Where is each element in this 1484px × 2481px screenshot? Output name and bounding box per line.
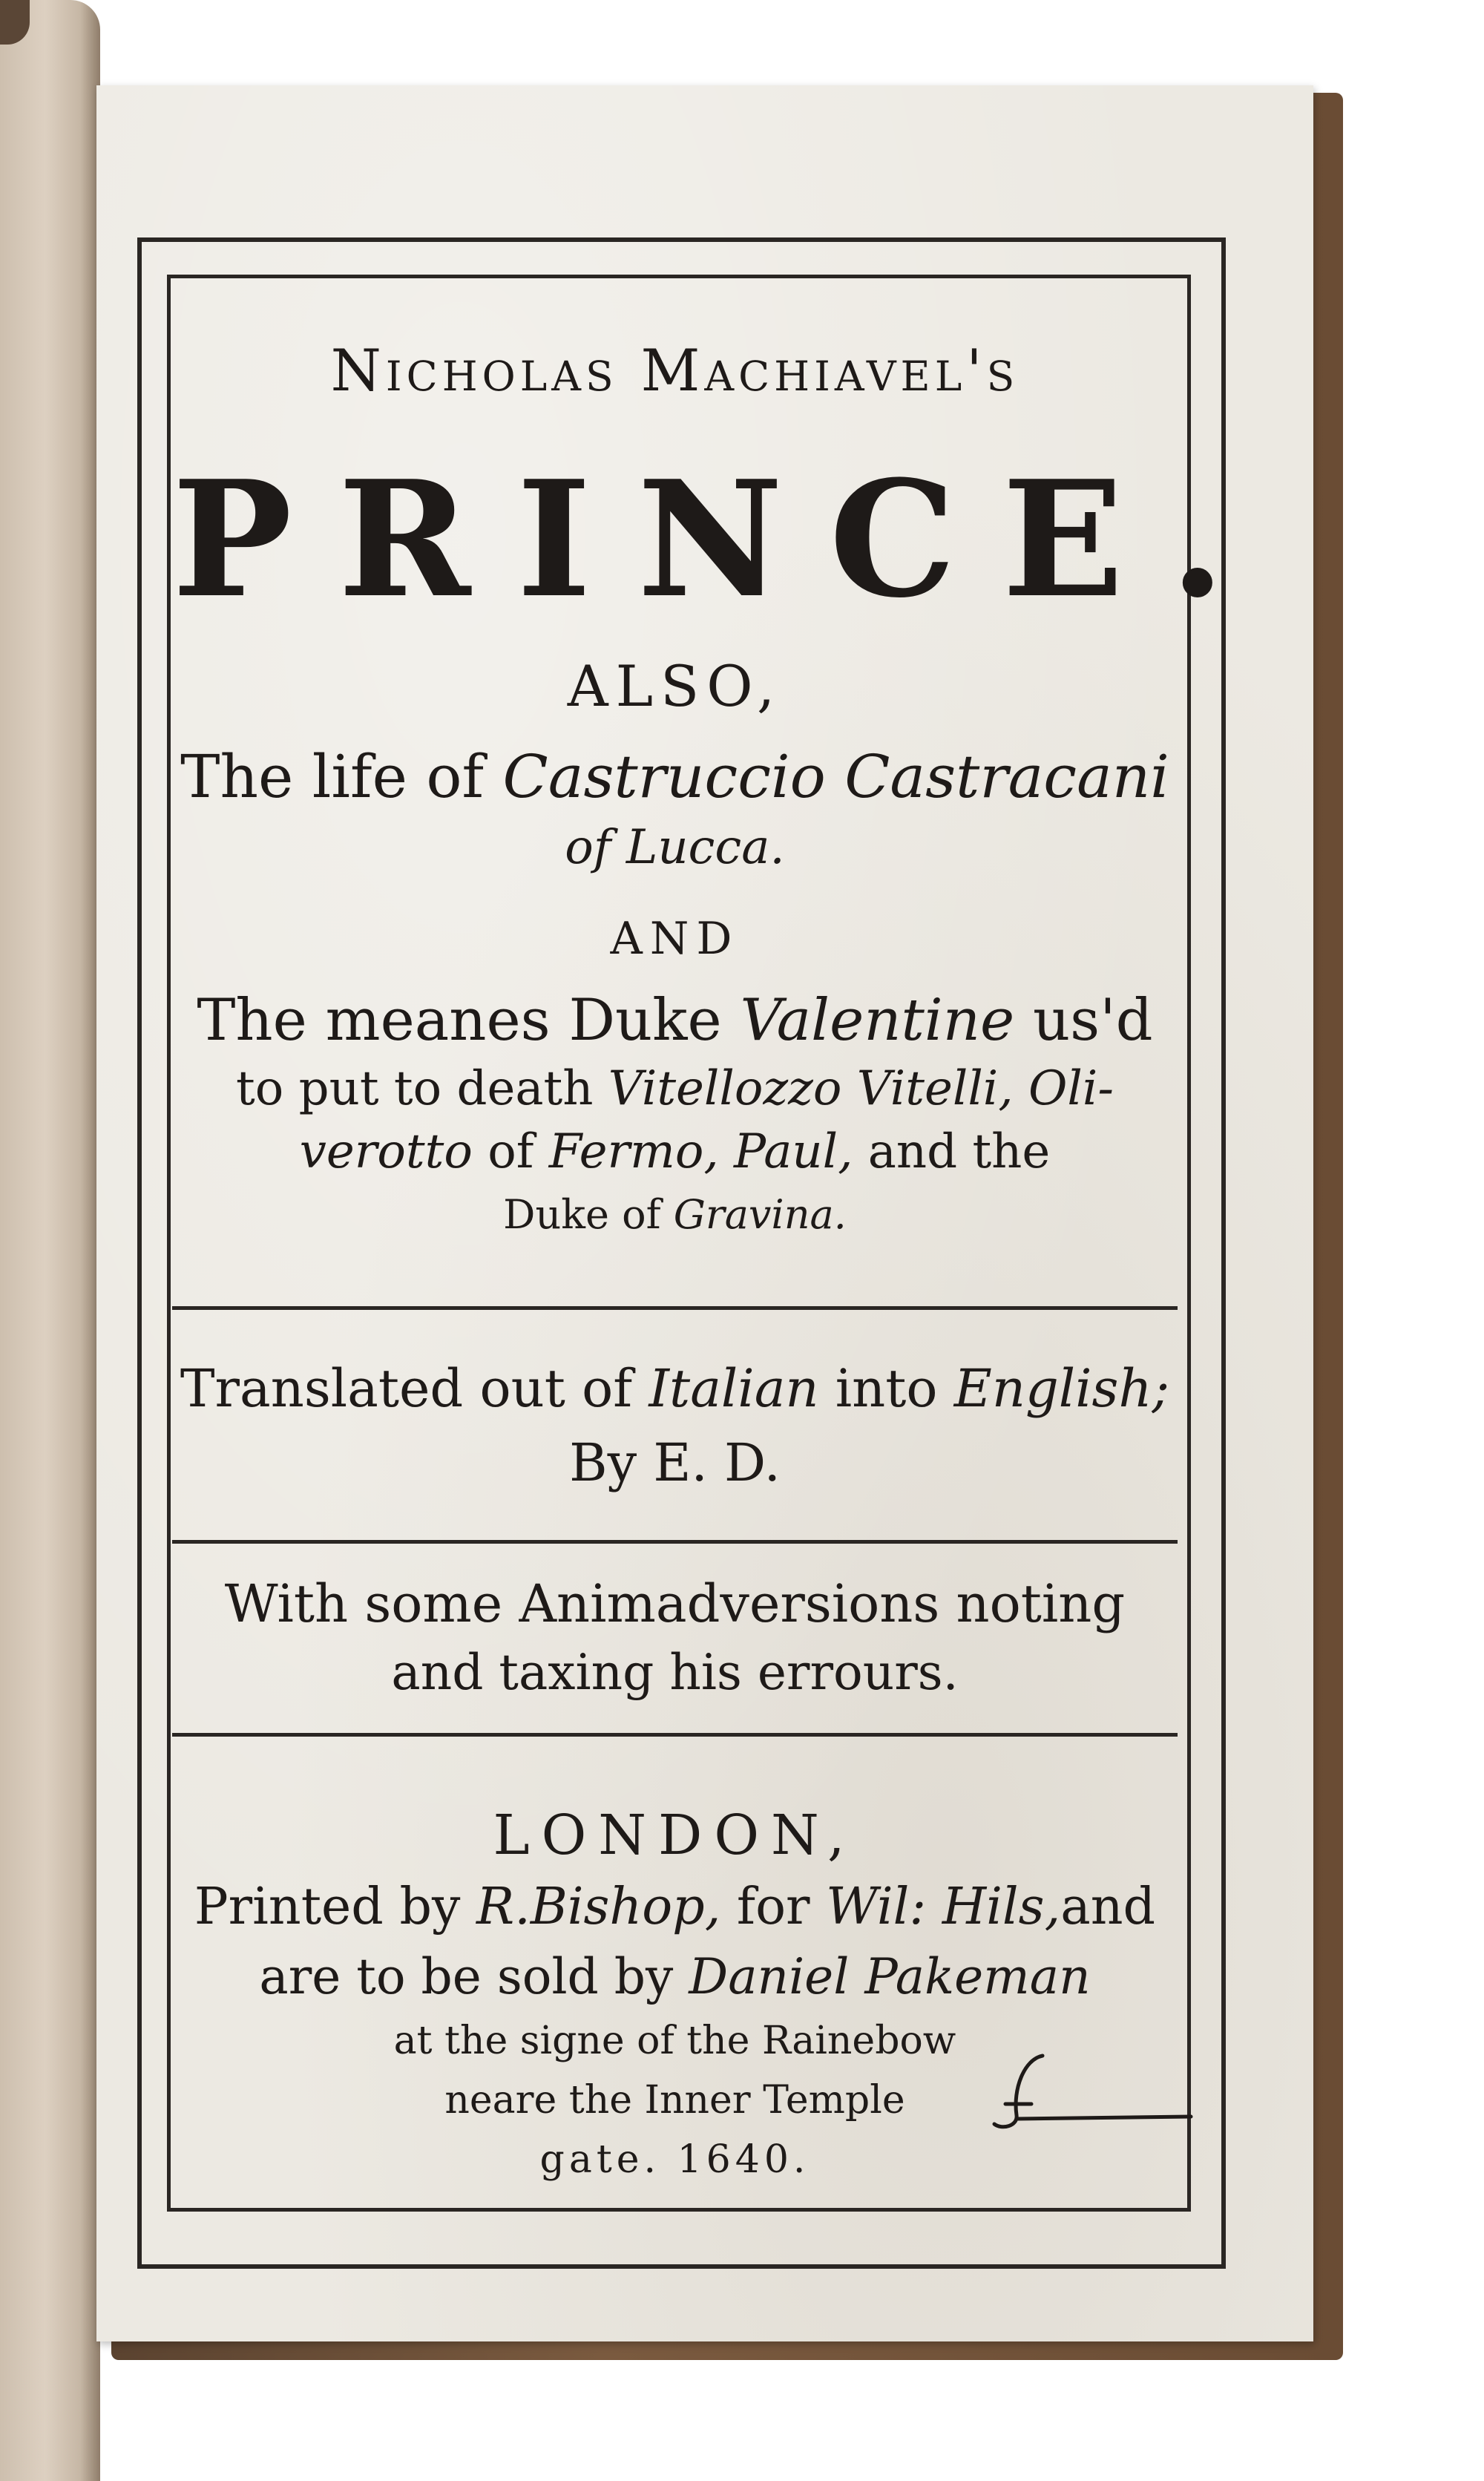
vitelli-names: Vitellozzo Vitelli, Oli- xyxy=(608,1061,1114,1116)
divider-1 xyxy=(172,1306,1178,1310)
imprint-text-1e: and xyxy=(1060,1878,1156,1936)
printer-name: R.Bishop, xyxy=(476,1878,721,1936)
imprint-line-2 xyxy=(172,1948,1178,2005)
imprint-date: gate. 1640. xyxy=(539,2137,810,2182)
meanes-text-1-end: us'd xyxy=(1014,987,1153,1054)
english-word: English; xyxy=(953,1358,1170,1419)
meanes-line-3 xyxy=(172,1124,1178,1179)
publisher-name: Wil: Hils, xyxy=(826,1878,1061,1936)
also-text: ALSO, xyxy=(567,653,783,719)
translated-line xyxy=(172,1358,1178,1419)
meanes-text-4: Duke of xyxy=(503,1191,674,1238)
imprint-text-2a: are to be sold by xyxy=(259,1948,689,2005)
facing-page-leaf xyxy=(0,0,100,2481)
manuscript-flourish-icon xyxy=(972,2033,1195,2145)
lucca-text: of Lucca. xyxy=(565,820,785,875)
life-line-2 xyxy=(172,820,1178,875)
main-title-text: PRINCE. xyxy=(172,445,1272,633)
meanes-line-4 xyxy=(172,1191,1178,1238)
imprint-text-1c: for xyxy=(720,1878,827,1936)
london-text: LONDON, xyxy=(493,1803,857,1867)
imprint-text-4: neare the Inner Temple xyxy=(444,2078,905,2123)
translated-text-2: into xyxy=(818,1358,954,1419)
italian-word: Italian xyxy=(649,1358,819,1419)
valentine-name: Valentine xyxy=(740,987,1015,1054)
divider-3 xyxy=(172,1733,1178,1737)
translated-text-1: Translated out of xyxy=(180,1358,649,1419)
by-line xyxy=(172,1432,1178,1493)
animadversions-text-2: and taxing his errours. xyxy=(391,1644,959,1701)
meanes-line-1 xyxy=(172,987,1178,1054)
imprint-city xyxy=(172,1803,1178,1867)
also-line xyxy=(172,653,1178,719)
meanes-text-3a: of xyxy=(472,1124,549,1179)
meanes-line-2 xyxy=(172,1061,1178,1116)
imprint-text-3: at the signe of the Rainebow xyxy=(393,2019,956,2063)
and-line xyxy=(172,913,1178,965)
main-title xyxy=(172,445,1272,633)
imprint-text-1a: Printed by xyxy=(194,1878,476,1936)
animadversions-line-2 xyxy=(172,1644,1178,1701)
castruccio-name: Castruccio Castracani xyxy=(502,742,1169,811)
gravina-name: Gravina. xyxy=(673,1191,847,1238)
meanes-text-3b: and the xyxy=(853,1124,1051,1179)
animadversions-line-1 xyxy=(172,1573,1178,1634)
seller-name: Daniel Pakeman xyxy=(689,1948,1091,2005)
meanes-text-2: to put to death xyxy=(236,1061,608,1116)
life-text: The life of xyxy=(180,742,503,811)
and-text: AND xyxy=(610,913,740,965)
meanes-text-1: The meanes Duke xyxy=(197,987,741,1054)
author-text: Nicholas Machiavel's xyxy=(330,338,1020,404)
oliverotto-name: verotto xyxy=(299,1124,473,1179)
animadversions-text-1: With some Animadversions noting xyxy=(224,1573,1126,1634)
imprint-line-1 xyxy=(172,1878,1178,1936)
by-text: By E. D. xyxy=(569,1432,781,1493)
life-line-1 xyxy=(172,742,1178,811)
divider-2 xyxy=(172,1540,1178,1544)
author-line xyxy=(172,338,1178,404)
fermo-paul-names: Fermo, Paul, xyxy=(548,1124,853,1179)
